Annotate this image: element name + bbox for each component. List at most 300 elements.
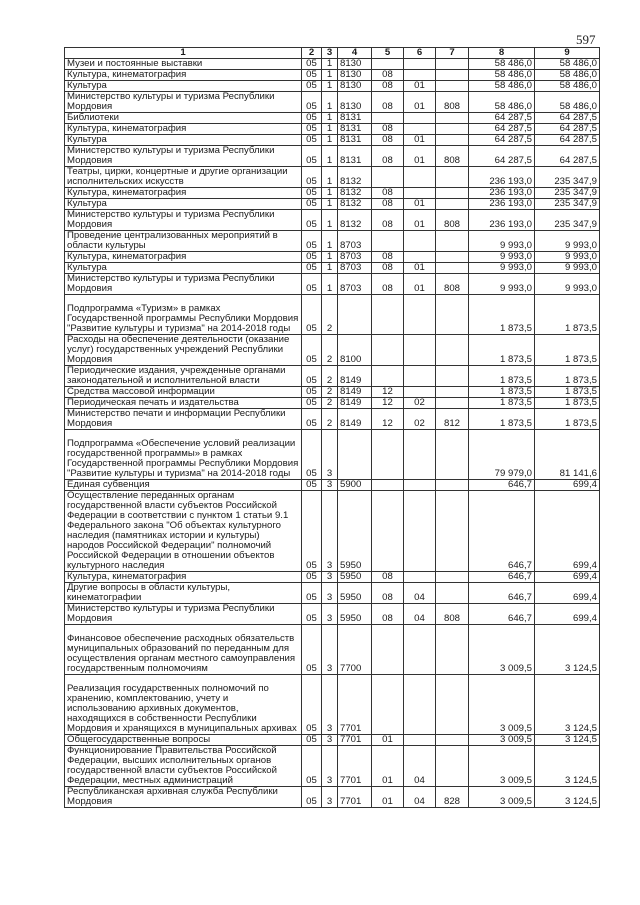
row-cell-col-7: [436, 387, 469, 398]
table-row: [65, 59, 600, 70]
row-cell-col-7: 828: [436, 787, 469, 808]
row-cell-col-8: 646,7: [469, 604, 535, 625]
row-cell-col-5: 08: [372, 583, 404, 604]
row-cell-col-4: 5950: [338, 604, 372, 625]
row-cell-col-9: 699,4: [535, 604, 600, 625]
row-cell-col-4: 8130: [338, 59, 372, 70]
row-cell-col-9: 64 287,5: [535, 124, 600, 135]
row-cell-col-6: [404, 295, 436, 335]
row-name-cell: Финансовое обеспечение расходных обязательств муниципальных образований по переданным для осуществления органам местного самоуправления государственным полномочиям: [65, 625, 302, 675]
row-cell-col-9: 58 486,0: [535, 92, 600, 113]
row-cell-col-5: [372, 430, 404, 480]
row-cell-col-8: 64 287,5: [469, 146, 535, 167]
row-cell-col-3: 3: [322, 746, 338, 787]
row-cell-col-3: 2: [322, 409, 338, 430]
row-cell-col-5: 08: [372, 188, 404, 199]
row-cell-col-3: 1: [322, 59, 338, 70]
row-cell-col-7: [436, 70, 469, 81]
table-row: [65, 188, 600, 199]
row-cell-col-9: 64 287,5: [535, 146, 600, 167]
table-row: [65, 387, 600, 398]
row-cell-col-7: [436, 572, 469, 583]
table-row: [65, 335, 600, 366]
table-row: [65, 735, 600, 746]
row-cell-col-2: 05: [302, 675, 322, 735]
row-name-cell: Функционирование Правительства Российской Федерации, высших исполнительных органов государственной власти субъектов Российской Федерации, местных администраций: [65, 746, 302, 787]
table-body: [65, 59, 600, 808]
row-name-cell: Культура, кинематография: [65, 188, 302, 199]
table-row: [65, 252, 600, 263]
row-cell-col-2: 05: [302, 480, 322, 491]
budget-table: [64, 47, 600, 808]
row-cell-col-8: 1 873,5: [469, 335, 535, 366]
row-cell-col-8: 646,7: [469, 583, 535, 604]
row-cell-col-4: 8131: [338, 113, 372, 124]
row-name-cell: Министерство культуры и туризма Республики Мордовия: [65, 146, 302, 167]
row-cell-col-3: 3: [322, 735, 338, 746]
row-cell-col-7: [436, 430, 469, 480]
row-cell-col-6: 01: [404, 81, 436, 92]
row-cell-col-8: 64 287,5: [469, 124, 535, 135]
table-row: [65, 274, 600, 295]
row-cell-col-2: 05: [302, 113, 322, 124]
row-cell-col-8: 3 009,5: [469, 735, 535, 746]
header-row: [65, 48, 600, 59]
row-cell-col-9: 699,4: [535, 583, 600, 604]
row-cell-col-4: [338, 430, 372, 480]
row-cell-col-5: 08: [372, 124, 404, 135]
row-cell-col-6: [404, 252, 436, 263]
row-cell-col-7: [436, 675, 469, 735]
row-cell-col-7: [436, 735, 469, 746]
row-cell-col-4: 8132: [338, 210, 372, 231]
row-cell-col-2: 05: [302, 625, 322, 675]
row-cell-col-9: 699,4: [535, 491, 600, 572]
row-cell-col-3: 3: [322, 572, 338, 583]
col-header-2: 2: [302, 48, 322, 59]
table-row: [65, 81, 600, 92]
row-cell-col-9: 9 993,0: [535, 231, 600, 252]
table-row: [65, 409, 600, 430]
row-cell-col-8: 1 873,5: [469, 295, 535, 335]
row-cell-col-3: 3: [322, 675, 338, 735]
row-cell-col-5: [372, 480, 404, 491]
row-cell-col-3: 1: [322, 188, 338, 199]
row-cell-col-9: 235 347,9: [535, 210, 600, 231]
row-cell-col-2: 05: [302, 366, 322, 387]
row-cell-col-8: 1 873,5: [469, 366, 535, 387]
row-cell-col-7: [436, 366, 469, 387]
row-cell-col-4: 8131: [338, 146, 372, 167]
row-cell-col-7: 808: [436, 146, 469, 167]
row-name-cell: Культура, кинематография: [65, 572, 302, 583]
row-cell-col-8: 236 193,0: [469, 188, 535, 199]
table-row: [65, 263, 600, 274]
row-cell-col-9: 1 873,5: [535, 335, 600, 366]
row-cell-col-3: 1: [322, 210, 338, 231]
row-cell-col-2: 05: [302, 252, 322, 263]
row-cell-col-2: 05: [302, 583, 322, 604]
row-cell-col-2: 05: [302, 146, 322, 167]
row-cell-col-4: 8149: [338, 409, 372, 430]
row-cell-col-9: 64 287,5: [535, 113, 600, 124]
col-header-1: 1: [65, 48, 302, 59]
row-cell-col-8: 646,7: [469, 480, 535, 491]
table-row: [65, 231, 600, 252]
row-cell-col-6: [404, 491, 436, 572]
row-name-cell: Культура, кинематография: [65, 252, 302, 263]
row-name-cell: Реализация государственных полномочий по хранению, комплектованию, учету и использованию архивных документов, находящихся в собственности Республики Мордовия и хранящихся в муниципальных архивах: [65, 675, 302, 735]
row-cell-col-6: 02: [404, 409, 436, 430]
row-cell-col-5: 08: [372, 135, 404, 146]
row-cell-col-2: 05: [302, 263, 322, 274]
table-row: [65, 572, 600, 583]
row-cell-col-7: 808: [436, 92, 469, 113]
row-cell-col-6: [404, 572, 436, 583]
row-cell-col-5: 08: [372, 210, 404, 231]
row-cell-col-2: 05: [302, 70, 322, 81]
row-cell-col-6: [404, 231, 436, 252]
row-cell-col-8: 79 979,0: [469, 430, 535, 480]
row-cell-col-6: 01: [404, 210, 436, 231]
table-row: [65, 70, 600, 81]
table-row: [65, 583, 600, 604]
table-row: [65, 604, 600, 625]
row-cell-col-9: 3 124,5: [535, 746, 600, 787]
row-cell-col-7: [436, 398, 469, 409]
row-cell-col-6: 04: [404, 604, 436, 625]
row-cell-col-4: 8130: [338, 81, 372, 92]
row-cell-col-3: 3: [322, 430, 338, 480]
row-cell-col-9: 64 287,5: [535, 135, 600, 146]
col-header-3: 3: [322, 48, 338, 59]
row-cell-col-3: 3: [322, 480, 338, 491]
row-cell-col-6: 02: [404, 398, 436, 409]
row-cell-col-3: 3: [322, 491, 338, 572]
row-cell-col-5: 01: [372, 787, 404, 808]
row-cell-col-6: [404, 188, 436, 199]
row-cell-col-9: 58 486,0: [535, 59, 600, 70]
row-cell-col-8: 9 993,0: [469, 263, 535, 274]
row-cell-col-6: [404, 387, 436, 398]
row-cell-col-4: 8130: [338, 70, 372, 81]
row-cell-col-3: 1: [322, 135, 338, 146]
row-cell-col-3: 1: [322, 113, 338, 124]
table-row: [65, 146, 600, 167]
row-cell-col-5: [372, 491, 404, 572]
row-cell-col-7: [436, 335, 469, 366]
row-name-cell: Культура: [65, 199, 302, 210]
row-cell-col-7: [436, 625, 469, 675]
row-cell-col-9: 3 124,5: [535, 735, 600, 746]
row-name-cell: Министерство культуры и туризма Республики Мордовия: [65, 274, 302, 295]
row-cell-col-4: 7701: [338, 787, 372, 808]
row-cell-col-3: 1: [322, 124, 338, 135]
row-cell-col-4: 8149: [338, 366, 372, 387]
row-cell-col-9: 81 141,6: [535, 430, 600, 480]
table-row: [65, 430, 600, 480]
row-cell-col-8: 9 993,0: [469, 252, 535, 263]
row-cell-col-7: [436, 746, 469, 787]
row-cell-col-8: 58 486,0: [469, 92, 535, 113]
row-cell-col-9: 235 347,9: [535, 167, 600, 188]
row-cell-col-5: [372, 113, 404, 124]
row-cell-col-4: [338, 295, 372, 335]
row-cell-col-2: 05: [302, 231, 322, 252]
row-cell-col-3: 2: [322, 295, 338, 335]
table-row: [65, 210, 600, 231]
table-row: [65, 787, 600, 808]
row-cell-col-7: [436, 480, 469, 491]
row-name-cell: Подпрограмма «Туризм» в рамках Государственной программы Республики Мордовия "Развитие культуры и туризма" на 2014-2018 годы: [65, 295, 302, 335]
row-cell-col-2: 05: [302, 124, 322, 135]
table-row: [65, 124, 600, 135]
row-cell-col-7: [436, 199, 469, 210]
table-row: [65, 167, 600, 188]
row-cell-col-8: 1 873,5: [469, 409, 535, 430]
row-name-cell: Музеи и постоянные выставки: [65, 59, 302, 70]
row-cell-col-9: 235 347,9: [535, 199, 600, 210]
row-cell-col-5: 08: [372, 263, 404, 274]
row-cell-col-7: [436, 231, 469, 252]
row-cell-col-2: 05: [302, 167, 322, 188]
row-cell-col-8: 646,7: [469, 572, 535, 583]
row-name-cell: Библиотеки: [65, 113, 302, 124]
row-cell-col-4: 8132: [338, 199, 372, 210]
row-cell-col-4: 5900: [338, 480, 372, 491]
row-cell-col-4: 8703: [338, 274, 372, 295]
row-cell-col-9: 1 873,5: [535, 366, 600, 387]
row-cell-col-8: 3 009,5: [469, 675, 535, 735]
row-cell-col-6: [404, 167, 436, 188]
row-cell-col-6: 01: [404, 92, 436, 113]
row-cell-col-4: 8703: [338, 231, 372, 252]
row-cell-col-3: 1: [322, 199, 338, 210]
row-cell-col-5: [372, 295, 404, 335]
row-cell-col-4: 7700: [338, 625, 372, 675]
table-row: [65, 113, 600, 124]
row-cell-col-7: [436, 252, 469, 263]
row-cell-col-7: [436, 167, 469, 188]
row-name-cell: Культура, кинематография: [65, 124, 302, 135]
row-name-cell: Проведение централизованных мероприятий в области культуры: [65, 231, 302, 252]
row-cell-col-3: 3: [322, 625, 338, 675]
row-cell-col-9: 1 873,5: [535, 398, 600, 409]
table-row: [65, 135, 600, 146]
row-cell-col-6: [404, 430, 436, 480]
row-cell-col-9: 1 873,5: [535, 295, 600, 335]
row-cell-col-9: 9 993,0: [535, 252, 600, 263]
row-cell-col-4: 8149: [338, 398, 372, 409]
row-cell-col-3: 1: [322, 70, 338, 81]
row-cell-col-2: 05: [302, 92, 322, 113]
row-cell-col-4: 8703: [338, 263, 372, 274]
row-cell-col-5: 12: [372, 398, 404, 409]
row-cell-col-8: 3 009,5: [469, 746, 535, 787]
row-cell-col-6: 04: [404, 583, 436, 604]
row-cell-col-3: 2: [322, 398, 338, 409]
row-cell-col-4: 5950: [338, 583, 372, 604]
row-cell-col-9: 1 873,5: [535, 409, 600, 430]
row-cell-col-3: 3: [322, 787, 338, 808]
table-row: [65, 92, 600, 113]
row-cell-col-4: 8149: [338, 387, 372, 398]
row-cell-col-7: [436, 59, 469, 70]
row-cell-col-7: [436, 491, 469, 572]
row-cell-col-6: 01: [404, 135, 436, 146]
row-cell-col-5: 08: [372, 252, 404, 263]
row-cell-col-6: [404, 113, 436, 124]
row-name-cell: Общегосударственные вопросы: [65, 735, 302, 746]
row-cell-col-7: 812: [436, 409, 469, 430]
row-cell-col-9: 9 993,0: [535, 263, 600, 274]
row-cell-col-7: 808: [436, 210, 469, 231]
row-cell-col-5: [372, 167, 404, 188]
row-name-cell: Расходы на обеспечение деятельности (оказание услуг) государственных учреждений Республики Мордовия: [65, 335, 302, 366]
row-cell-col-8: 64 287,5: [469, 135, 535, 146]
row-name-cell: Культура: [65, 81, 302, 92]
row-cell-col-5: 01: [372, 746, 404, 787]
row-cell-col-9: 3 124,5: [535, 675, 600, 735]
row-cell-col-3: 3: [322, 604, 338, 625]
row-cell-col-2: 05: [302, 398, 322, 409]
row-cell-col-4: 8703: [338, 252, 372, 263]
table-row: [65, 366, 600, 387]
row-cell-col-3: 3: [322, 583, 338, 604]
row-cell-col-3: 1: [322, 146, 338, 167]
row-cell-col-8: 3 009,5: [469, 625, 535, 675]
row-name-cell: Министерство печати и информации Республики Мордовия: [65, 409, 302, 430]
row-cell-col-6: 01: [404, 146, 436, 167]
row-cell-col-2: 05: [302, 604, 322, 625]
row-cell-col-6: [404, 59, 436, 70]
row-cell-col-7: [436, 295, 469, 335]
table-row: [65, 746, 600, 787]
col-header-7: 7: [436, 48, 469, 59]
row-cell-col-6: [404, 480, 436, 491]
col-header-8: 8: [469, 48, 535, 59]
col-header-4: 4: [338, 48, 372, 59]
row-name-cell: Министерство культуры и туризма Республики Мордовия: [65, 92, 302, 113]
row-cell-col-9: 58 486,0: [535, 81, 600, 92]
row-cell-col-2: 05: [302, 135, 322, 146]
row-cell-col-2: 05: [302, 409, 322, 430]
row-cell-col-6: 01: [404, 263, 436, 274]
row-cell-col-7: 808: [436, 274, 469, 295]
row-cell-col-8: 236 193,0: [469, 199, 535, 210]
table-row: [65, 199, 600, 210]
row-name-cell: Периодические издания, учрежденные органами законодательной и исполнительной власти: [65, 366, 302, 387]
row-cell-col-6: 04: [404, 746, 436, 787]
row-cell-col-5: 01: [372, 735, 404, 746]
row-name-cell: Средства массовой информации: [65, 387, 302, 398]
row-cell-col-5: 08: [372, 604, 404, 625]
row-cell-col-2: 05: [302, 430, 322, 480]
row-cell-col-8: 1 873,5: [469, 387, 535, 398]
row-cell-col-3: 2: [322, 387, 338, 398]
row-name-cell: Другие вопросы в области культуры, кинематографии: [65, 583, 302, 604]
row-cell-col-4: 8131: [338, 135, 372, 146]
row-cell-col-3: 1: [322, 231, 338, 252]
row-cell-col-2: 05: [302, 274, 322, 295]
table-header: [65, 48, 600, 59]
row-cell-col-6: [404, 366, 436, 387]
row-cell-col-9: 235 347,9: [535, 188, 600, 199]
row-name-cell: Культура: [65, 263, 302, 274]
row-name-cell: Театры, цирки, концертные и другие организации исполнительских искусств: [65, 167, 302, 188]
row-cell-col-5: 12: [372, 387, 404, 398]
page-number: 597: [576, 32, 596, 47]
row-cell-col-2: 05: [302, 787, 322, 808]
row-cell-col-4: 8131: [338, 124, 372, 135]
row-cell-col-5: 08: [372, 81, 404, 92]
row-cell-col-2: 05: [302, 387, 322, 398]
row-cell-col-4: 8132: [338, 188, 372, 199]
row-cell-col-6: 01: [404, 199, 436, 210]
row-cell-col-3: 1: [322, 252, 338, 263]
row-cell-col-6: [404, 675, 436, 735]
row-cell-col-4: 8100: [338, 335, 372, 366]
row-cell-col-8: 646,7: [469, 491, 535, 572]
row-cell-col-9: 3 124,5: [535, 787, 600, 808]
table-row: [65, 480, 600, 491]
row-cell-col-5: [372, 675, 404, 735]
row-cell-col-4: 8132: [338, 167, 372, 188]
col-header-5: 5: [372, 48, 404, 59]
row-cell-col-3: 1: [322, 81, 338, 92]
row-cell-col-5: 08: [372, 146, 404, 167]
row-cell-col-4: 8130: [338, 92, 372, 113]
row-cell-col-4: 5950: [338, 572, 372, 583]
row-cell-col-2: 05: [302, 210, 322, 231]
row-cell-col-8: 9 993,0: [469, 231, 535, 252]
row-cell-col-3: 2: [322, 366, 338, 387]
row-cell-col-9: 58 486,0: [535, 70, 600, 81]
row-cell-col-5: 08: [372, 92, 404, 113]
row-cell-col-2: 05: [302, 572, 322, 583]
table-row: [65, 625, 600, 675]
row-cell-col-8: 3 009,5: [469, 787, 535, 808]
row-cell-col-7: [436, 113, 469, 124]
row-cell-col-5: 08: [372, 70, 404, 81]
row-cell-col-6: [404, 625, 436, 675]
row-cell-col-7: [436, 81, 469, 92]
row-cell-col-9: 3 124,5: [535, 625, 600, 675]
row-cell-col-8: 58 486,0: [469, 81, 535, 92]
row-cell-col-7: [436, 263, 469, 274]
row-cell-col-3: 1: [322, 274, 338, 295]
row-cell-col-8: 64 287,5: [469, 113, 535, 124]
row-cell-col-5: [372, 335, 404, 366]
row-cell-col-2: 05: [302, 81, 322, 92]
row-cell-col-2: 05: [302, 295, 322, 335]
row-cell-col-3: 1: [322, 263, 338, 274]
row-cell-col-4: 7701: [338, 675, 372, 735]
row-cell-col-3: 1: [322, 92, 338, 113]
row-cell-col-6: [404, 70, 436, 81]
row-cell-col-5: [372, 59, 404, 70]
table-row: [65, 398, 600, 409]
row-name-cell: Республиканская архивная служба Республики Мордовия: [65, 787, 302, 808]
table-row: [65, 295, 600, 335]
row-name-cell: Периодическая печать и издательства: [65, 398, 302, 409]
row-cell-col-7: [436, 188, 469, 199]
row-cell-col-9: 699,4: [535, 480, 600, 491]
row-cell-col-7: [436, 135, 469, 146]
row-cell-col-2: 05: [302, 188, 322, 199]
row-cell-col-3: 2: [322, 335, 338, 366]
row-cell-col-8: 58 486,0: [469, 70, 535, 81]
